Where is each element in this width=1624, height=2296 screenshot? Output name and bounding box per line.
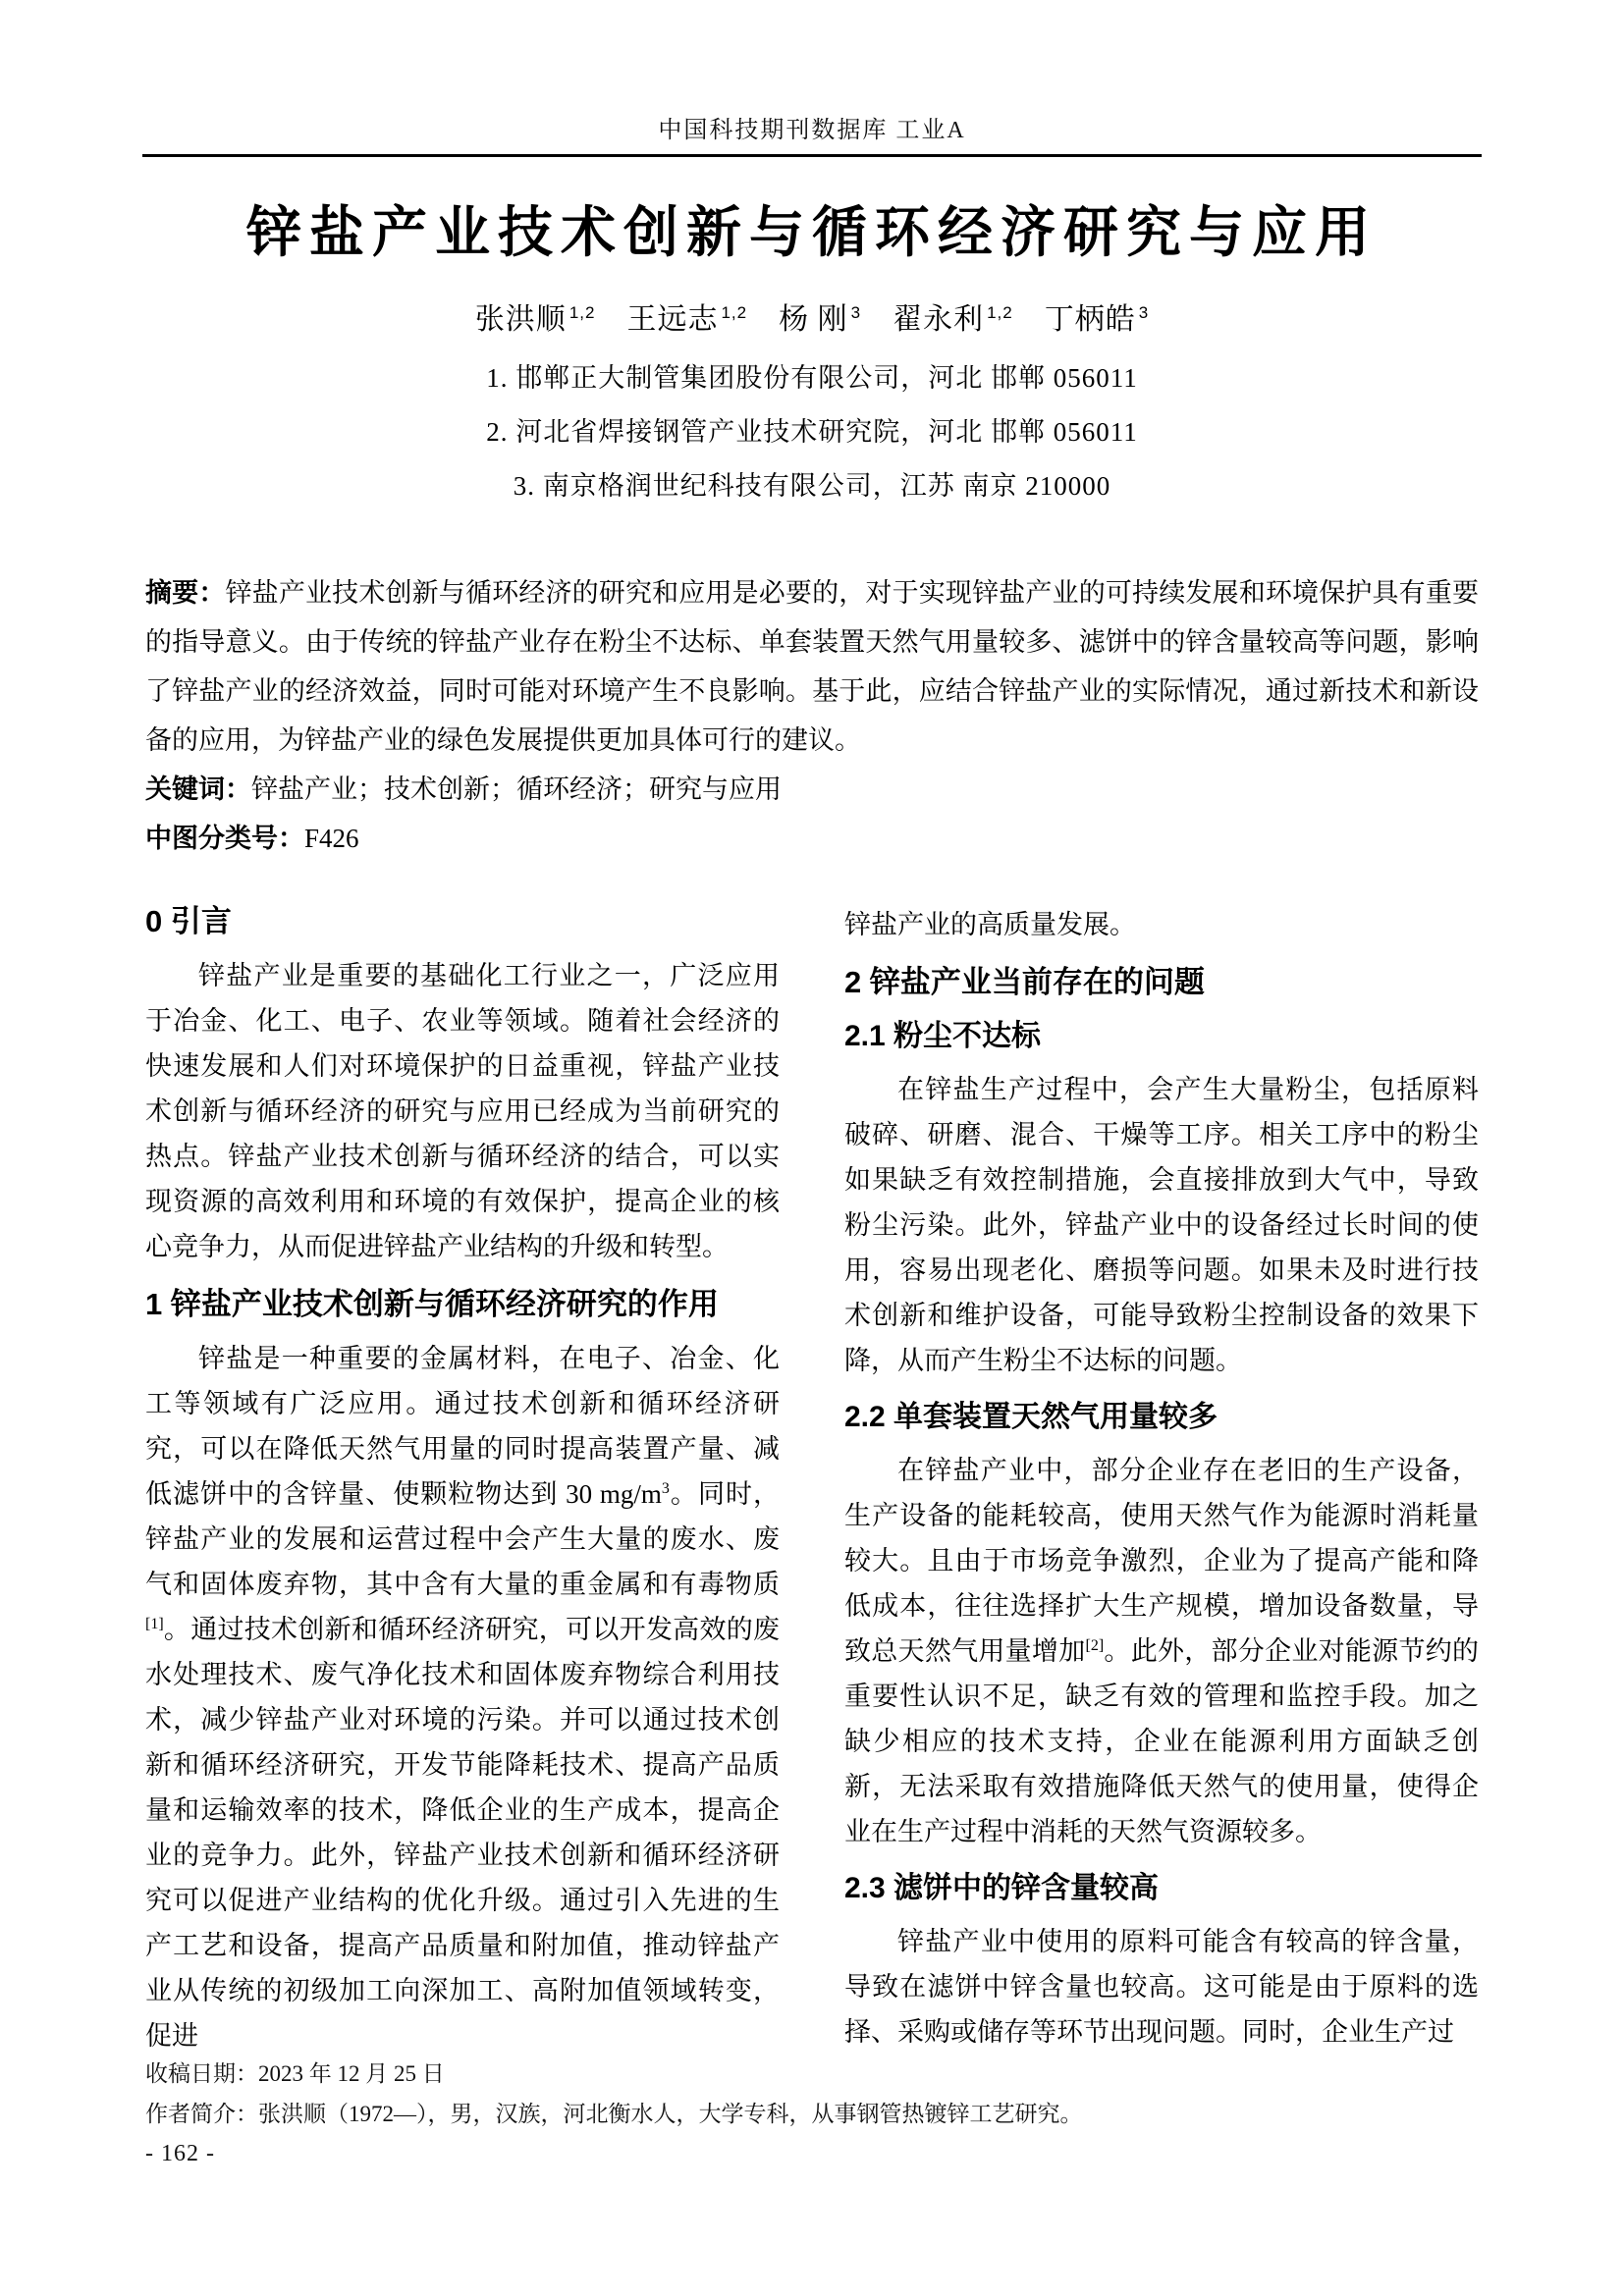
body-paragraph: 锌盐产业的高质量发展。 [844,909,1136,939]
keywords-label: 关键词： [145,774,251,804]
superscript: [2] [1085,1636,1105,1654]
author-affiliation-superscript: 3 [1138,302,1150,322]
author-name: 王远志 [626,302,719,336]
affiliation-line: 1. 邯郸正大制管集团股份有限公司，河北 邯郸 056011 [486,362,1138,393]
body-paragraph: 在锌盐生产过程中，会产生大量粉尘，包括原料破碎、研磨、混合、干燥等工序。相关工序中的粉尘如果缺乏有效控制措施，会直接排放到大气中，导致粉尘污染。此外，锌盐产业中的设备经过长时间的使用，容易出现老化、磨损等问题。如果未及时进行技术创新和维护设备，可能导致粉尘控制设备的效果下降，从而产生粉尘不达标的问题。 [844,1074,1479,1375]
clc-code: F426 [304,823,359,853]
abstract-paragraph [145,568,1479,765]
author [626,303,747,336]
author-name: 翟永利 [893,302,985,336]
clc-label: 中图分类号： [145,823,304,853]
author-name: 丁柄皓 [1044,302,1136,336]
right-column [844,902,1479,2058]
received-date: 收稿日期：2023 年 12 月 25 日 [145,2061,445,2086]
author-name: 张洪顺 [474,302,567,336]
author-bio: 作者简介：张洪顺（1972—），男，汉族，河北衡水人，大学专科，从事钢管热镀锌工艺研究。 [145,2102,1083,2126]
subsection-heading: 2.2 单套装置天然气用量较多 [844,1400,1218,1433]
section-heading: 2 锌盐产业当前存在的问题 [844,964,1205,999]
author-affiliation-superscript: 1,2 [568,302,596,322]
left-column [145,902,780,2058]
superscript: [1] [145,1615,164,1632]
section-heading: 1 锌盐产业技术创新与循环经济研究的作用 [145,1286,719,1321]
abstract-label: 摘要： [145,577,226,608]
section-heading: 0 引言 [145,903,232,938]
subsection-heading: 2.1 粉尘不达标 [844,1019,1042,1052]
two-column-body [145,902,1479,2058]
author [1045,303,1149,336]
front-matter [145,568,1479,863]
author [893,303,1013,336]
abstract-text: 锌盐产业技术创新与循环经济的研究和应用是必要的，对于实现锌盐产业的可持续发展和环境保护具有重要的指导意义。由于传统的锌盐产业存在粉尘不达标、单套装置天然气用量较多、滤饼中的锌含量较高等问题，影响了锌盐产业的经济效益，同时可能对环境产生不良影响。基于此，应结合锌盐产业的实际情况，通过新技术和新设备的应用，为锌盐产业的绿色发展提供更加具体可行的建议。 [145,577,1480,755]
footnote-block [145,2054,1479,2174]
author-name: 杨 刚 [779,302,848,336]
affiliation-list [0,351,1624,513]
body-paragraph: 在锌盐产业中，部分企业存在老旧的生产设备，生产设备的能耗较高，使用天然气作为能源时消耗量较大。且由于市场竞争激烈，企业为了提高产能和降低成本，往往选择扩大生产规模，增加设备数量，导致总天然气用量增加[2]。此外，部分企业对能源节约的重要性认识不足，缺乏有效的管理和监控手段。加之缺少相应的技术支持，企业在能源利用方面缺乏创新，无法采取有效措施降低天然气的使用量，使得企业在生产过程中消耗的天然气资源较多。 [844,1455,1480,1846]
affiliation-line: 3. 南京格润世纪科技有限公司，江苏 南京 210000 [513,470,1111,501]
keywords-paragraph [145,765,1479,814]
author-line [0,294,1624,338]
body-paragraph: 锌盐产业是重要的基础化工行业之一，广泛应用于冶金、化工、电子、农业等领域。随着社会经济的快速发展和人们对环境保护的日益重视，锌盐产业技术创新与循环经济的研究与应用已经成为当前研究的热点。锌盐产业技术创新与循环经济的结合，可以实现资源的高效利用和环境的有效保护，提高企业的核心竞争力，从而促进锌盐产业结构的升级和转型。 [145,960,780,1261]
clc-paragraph [145,814,1479,863]
body-paragraph: 锌盐产业中使用的原料可能含有较高的锌含量，导致在滤饼中锌含量也较高。这可能是由于原料的选择、采购或储存等环节出现问题。同时，企业生产过 [844,1926,1479,2047]
superscript: 3 [661,1479,670,1497]
author [475,303,596,336]
page-number: - 162 - [145,2141,215,2166]
journal-header: 中国科技期刊数据库 工业A [658,118,966,143]
affiliation-line: 2. 河北省焊接钢管产业技术研究院，河北 邯郸 056011 [486,416,1138,447]
subsection-heading: 2.3 滤饼中的锌含量较高 [844,1871,1160,1904]
article-title: 锌盐产业技术创新与循环经济研究与应用 [246,201,1378,263]
author-affiliation-superscript: 1,2 [721,302,748,322]
author [779,303,861,336]
author-affiliation-superscript: 1,2 [987,302,1013,322]
body-paragraph: 锌盐是一种重要的金属材料，在电子、冶金、化工等领域有广泛应用。通过技术创新和循环经济研究，可以在降低天然气用量的同时提高装置产量、减低滤饼中的含锌量、使颗粒物达到 30 $mg/m^3$。同时，锌盐产业的发展和运营过程中会产生大量的废水、废气和固体废弃物，其中含有大量的重金属和有毒物质[1]。通过技术创新和循环经济研究，可以开发高效的废水处理技术、废气净化技术和固体废弃物综合利用技术，减少锌盐产业对环境的污染。并可以通过技术创新和循环经济研究，开发节能降耗技术、提高产品质量和运输效率的技术，降低企业的生产成本，提高企业的竞争力。此外，锌盐产业技术创新和循环经济研究可以促进产业结构的优化升级。通过引入先进的生产工艺和设备，提高产品质量和附加值，推动锌盐产业从传统的初级加工向深加工、高附加值领域转变，促进 [145,1343,780,2051]
keywords-text: 锌盐产业；技术创新；循环经济；研究与应用 [251,774,782,804]
header-rule [142,154,1482,157]
author-affiliation-superscript: 3 [850,302,862,322]
